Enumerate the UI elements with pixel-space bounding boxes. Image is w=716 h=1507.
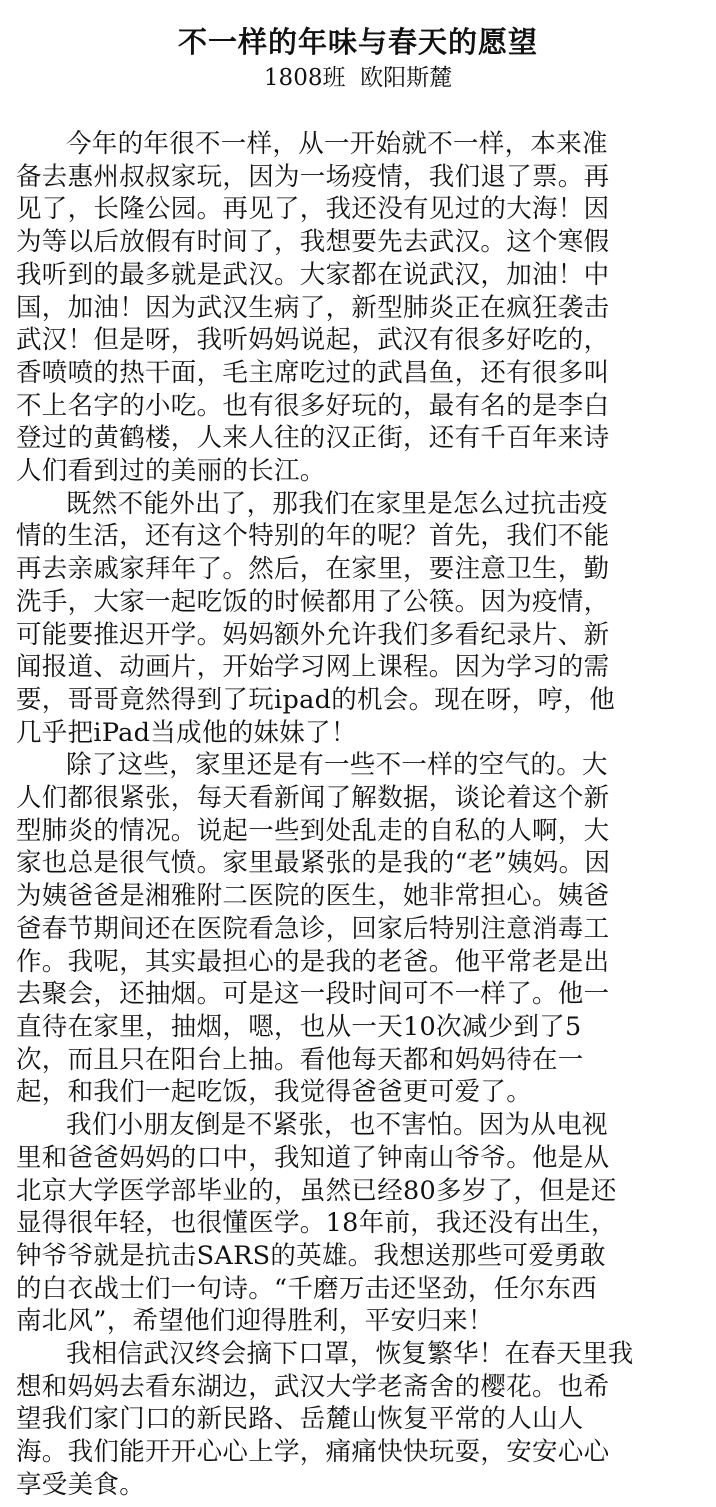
paragraph-2 (16, 488, 700, 750)
text-line: 既然不能外出了，那我们在家里是怎么过抗击疫 (66, 488, 608, 519)
text-line: 爸春节期间还在医院看急诊，回家后特别注意消毒工 (16, 913, 610, 944)
text-line: 见了，长隆公园。再见了，我还没有见过的大海！因 (16, 194, 610, 225)
text-line: 武汉！但是呀，我听妈妈说起，武汉有很多好吃的， (16, 325, 610, 356)
text-line: 几乎把iPad当成他的妹妹了！ (16, 717, 357, 748)
text-line: 除了这些，家里还是有一些不一样的空气的。大 (66, 750, 608, 781)
essay-body (16, 128, 700, 1502)
text-line: 情的生活，还有这个特别的年的呢？首先，我们不能 (16, 521, 610, 552)
text-line: 型肺炎的情况。说起一些到处乱走的自私的人啊，大 (16, 815, 610, 846)
text-line: 想和妈妈去看东湖边，武汉大学老斋舍的樱花。也希 (16, 1371, 610, 1402)
text-line: 再去亲戚家拜年了。然后，在家里，要注意卫生，勤 (16, 554, 610, 585)
text-line: 作。我呢，其实最担心的是我的老爸。他平常老是出 (16, 946, 610, 977)
text-line: 南北风”，希望他们迎得胜利，平安归来！ (16, 1306, 494, 1337)
text-line: 闻报道、动画片，开始学习网上课程。因为学习的需 (16, 652, 610, 683)
text-line: 洗手，大家一起吃饭的时候都用了公筷。因为疫情， (16, 586, 610, 617)
essay-title: 不一样的年味与春天的愿望 (177, 25, 538, 59)
text-line: 家也总是很气愤。家里最紧张的是我的“老”姨妈。因 (16, 848, 611, 879)
text-line: 不上名字的小吃。也有很多好玩的，最有名的是李白 (16, 390, 610, 421)
paragraph-3 (16, 749, 700, 1109)
text-line: 人们看到过的美丽的长江。 (16, 456, 326, 487)
text-line: 享受美食。 (16, 1469, 146, 1500)
text-line: 望我们家门口的新民路、岳麓山恢复平常的人山人 (16, 1404, 584, 1435)
text-line: 登过的黄鹤楼，人来人往的汉正街，还有千百年来诗 (16, 423, 610, 454)
text-line: 可能要推迟开学。妈妈额外允许我们多看纪录片、新 (16, 619, 610, 650)
paragraph-4 (16, 1109, 700, 1338)
text-line: 人们都很紧张，每天看新闻了解数据，谈论着这个新 (16, 783, 610, 814)
text-line: 北京大学医学部毕业的，虽然已经80多岁了，但是还 (16, 1175, 617, 1206)
text-line: 我相信武汉终会摘下口罩，恢复繁华！在春天里我 (66, 1339, 634, 1370)
text-line: 国，加油！因为武汉生病了，新型肺炎正在疯狂袭击 (16, 292, 610, 323)
text-line: 去聚会，还抽烟。可是这一段时间可不一样了。他一 (16, 979, 610, 1010)
text-line: 要，哥哥竟然得到了玩ipad的机会。现在呀，哼，他 (16, 684, 616, 715)
text-line: 直待在家里，抽烟，嗯，也从一天10次减少到了5 (16, 1011, 582, 1042)
text-line: 为姨爸爸是湘雅附二医院的医生，她非常担心。姨爸 (16, 881, 610, 912)
text-line: 我们小朋友倒是不紧张，也不害怕。因为从电视 (66, 1110, 608, 1141)
text-line: 备去惠州叔叔家玩，因为一场疫情，我们退了票。再 (16, 161, 610, 192)
paragraph-5 (16, 1338, 700, 1502)
text-line: 我听到的最多就是武汉。大家都在说武汉，加油！中 (16, 259, 610, 290)
essay-byline: 1808班 欧阳斯麓 (263, 65, 453, 91)
text-line: 海。我们能开开心心上学，痛痛快快玩耍，安安心心 (16, 1437, 610, 1468)
text-line: 起，和我们一起吃饭，我觉得爸爸更可爱了。 (16, 1077, 533, 1108)
text-line: 次，而且只在阳台上抽。看他每天都和妈妈待在一 (16, 1044, 584, 1075)
text-line: 钟爷爷就是抗击SARS的英雄。我想送那些可爱勇敢 (16, 1240, 606, 1271)
text-line: 显得很年轻，也很懂医学。18年前，我还没有出生， (16, 1208, 617, 1239)
text-line: 里和爸爸妈妈的口中，我知道了钟南山爷爷。他是从 (16, 1142, 610, 1173)
text-line: 的白衣战士们一句诗。“千磨万击还坚劲，任尔东西 (16, 1273, 597, 1304)
text-line: 今年的年很不一样，从一开始就不一样，本来准 (66, 129, 608, 159)
paragraph-1 (16, 128, 700, 488)
text-line: 为等以后放假有时间了，我想要先去武汉。这个寒假 (16, 227, 610, 258)
text-line: 香喷喷的热干面，毛主席吃过的武昌鱼，还有很多叫 (16, 357, 610, 388)
